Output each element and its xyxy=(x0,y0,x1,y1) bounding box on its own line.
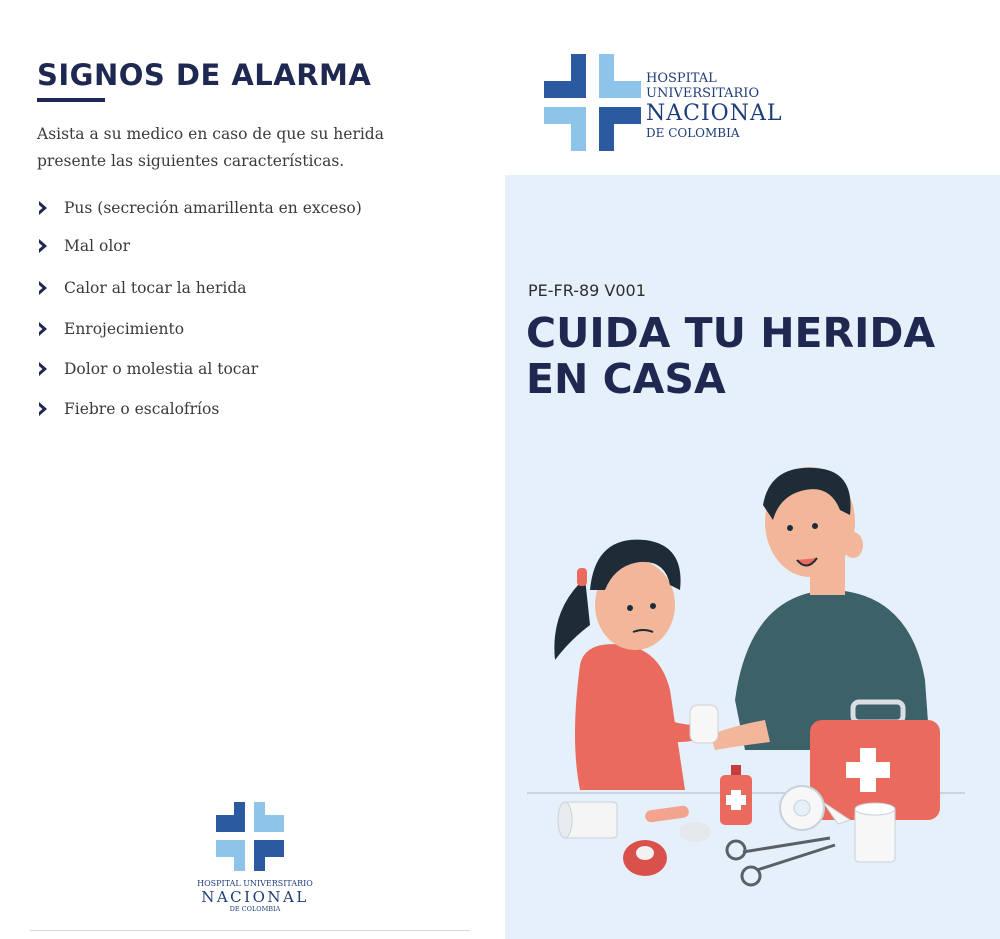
chevron-right-icon xyxy=(37,321,49,337)
logo-text-line4: DE COLOMBIA xyxy=(646,126,740,140)
list-item-label: Pus (secreción amarillenta en exceso) xyxy=(64,199,362,217)
logo-text-line2: UNIVERSITARIO xyxy=(646,86,760,101)
chevron-right-icon xyxy=(37,200,49,216)
logo-text-line1: HOSPITAL UNIVERSITARIO xyxy=(197,879,313,888)
list-item xyxy=(37,276,246,300)
footer-logo xyxy=(195,802,315,912)
logo-text-line1: HOSPITAL xyxy=(646,71,717,86)
chevron-right-icon xyxy=(37,361,49,377)
chevron-right-icon xyxy=(37,401,49,417)
list-item-label: Fiebre o escalofríos xyxy=(64,400,220,418)
wound-care-illustration xyxy=(505,450,1000,920)
list-item-label: Dolor o molestia al tocar xyxy=(64,360,259,378)
list-item-label: Calor al tocar la herida xyxy=(64,279,247,297)
intro-text: Asista a su medico en caso de que su herida presente las siguientes características. xyxy=(37,125,384,170)
heading-line-2: EN CASA xyxy=(526,355,726,403)
heading-line-1: CUIDA TU HERIDA xyxy=(526,309,936,357)
list-item xyxy=(37,317,184,341)
logo-text-line2: NACIONAL xyxy=(201,888,309,906)
list-item xyxy=(37,196,362,220)
main-heading xyxy=(526,310,986,402)
man-figure xyxy=(710,467,930,750)
list-item xyxy=(37,397,219,421)
hospital-cross-logo-icon xyxy=(544,54,644,154)
medicine-bottle xyxy=(720,765,752,825)
list-item-label: Enrojecimiento xyxy=(64,320,185,338)
document-code: PE-FR-89 V001 xyxy=(528,281,646,300)
girl-figure xyxy=(554,540,718,790)
hospital-cross-logo-icon xyxy=(195,802,315,874)
footer-divider xyxy=(30,930,470,931)
logo-text-line3: DE COLOMBIA xyxy=(229,905,281,913)
chevron-right-icon xyxy=(37,280,49,296)
list-item xyxy=(37,234,130,258)
section-title: SIGNOS DE ALARMA xyxy=(37,58,372,92)
title-underline xyxy=(37,98,105,102)
list-item xyxy=(37,357,258,381)
chevron-right-icon xyxy=(37,238,49,254)
logo-text-line3: NACIONAL xyxy=(646,101,783,126)
header-logo xyxy=(544,54,784,154)
list-item-label: Mal olor xyxy=(64,237,131,255)
